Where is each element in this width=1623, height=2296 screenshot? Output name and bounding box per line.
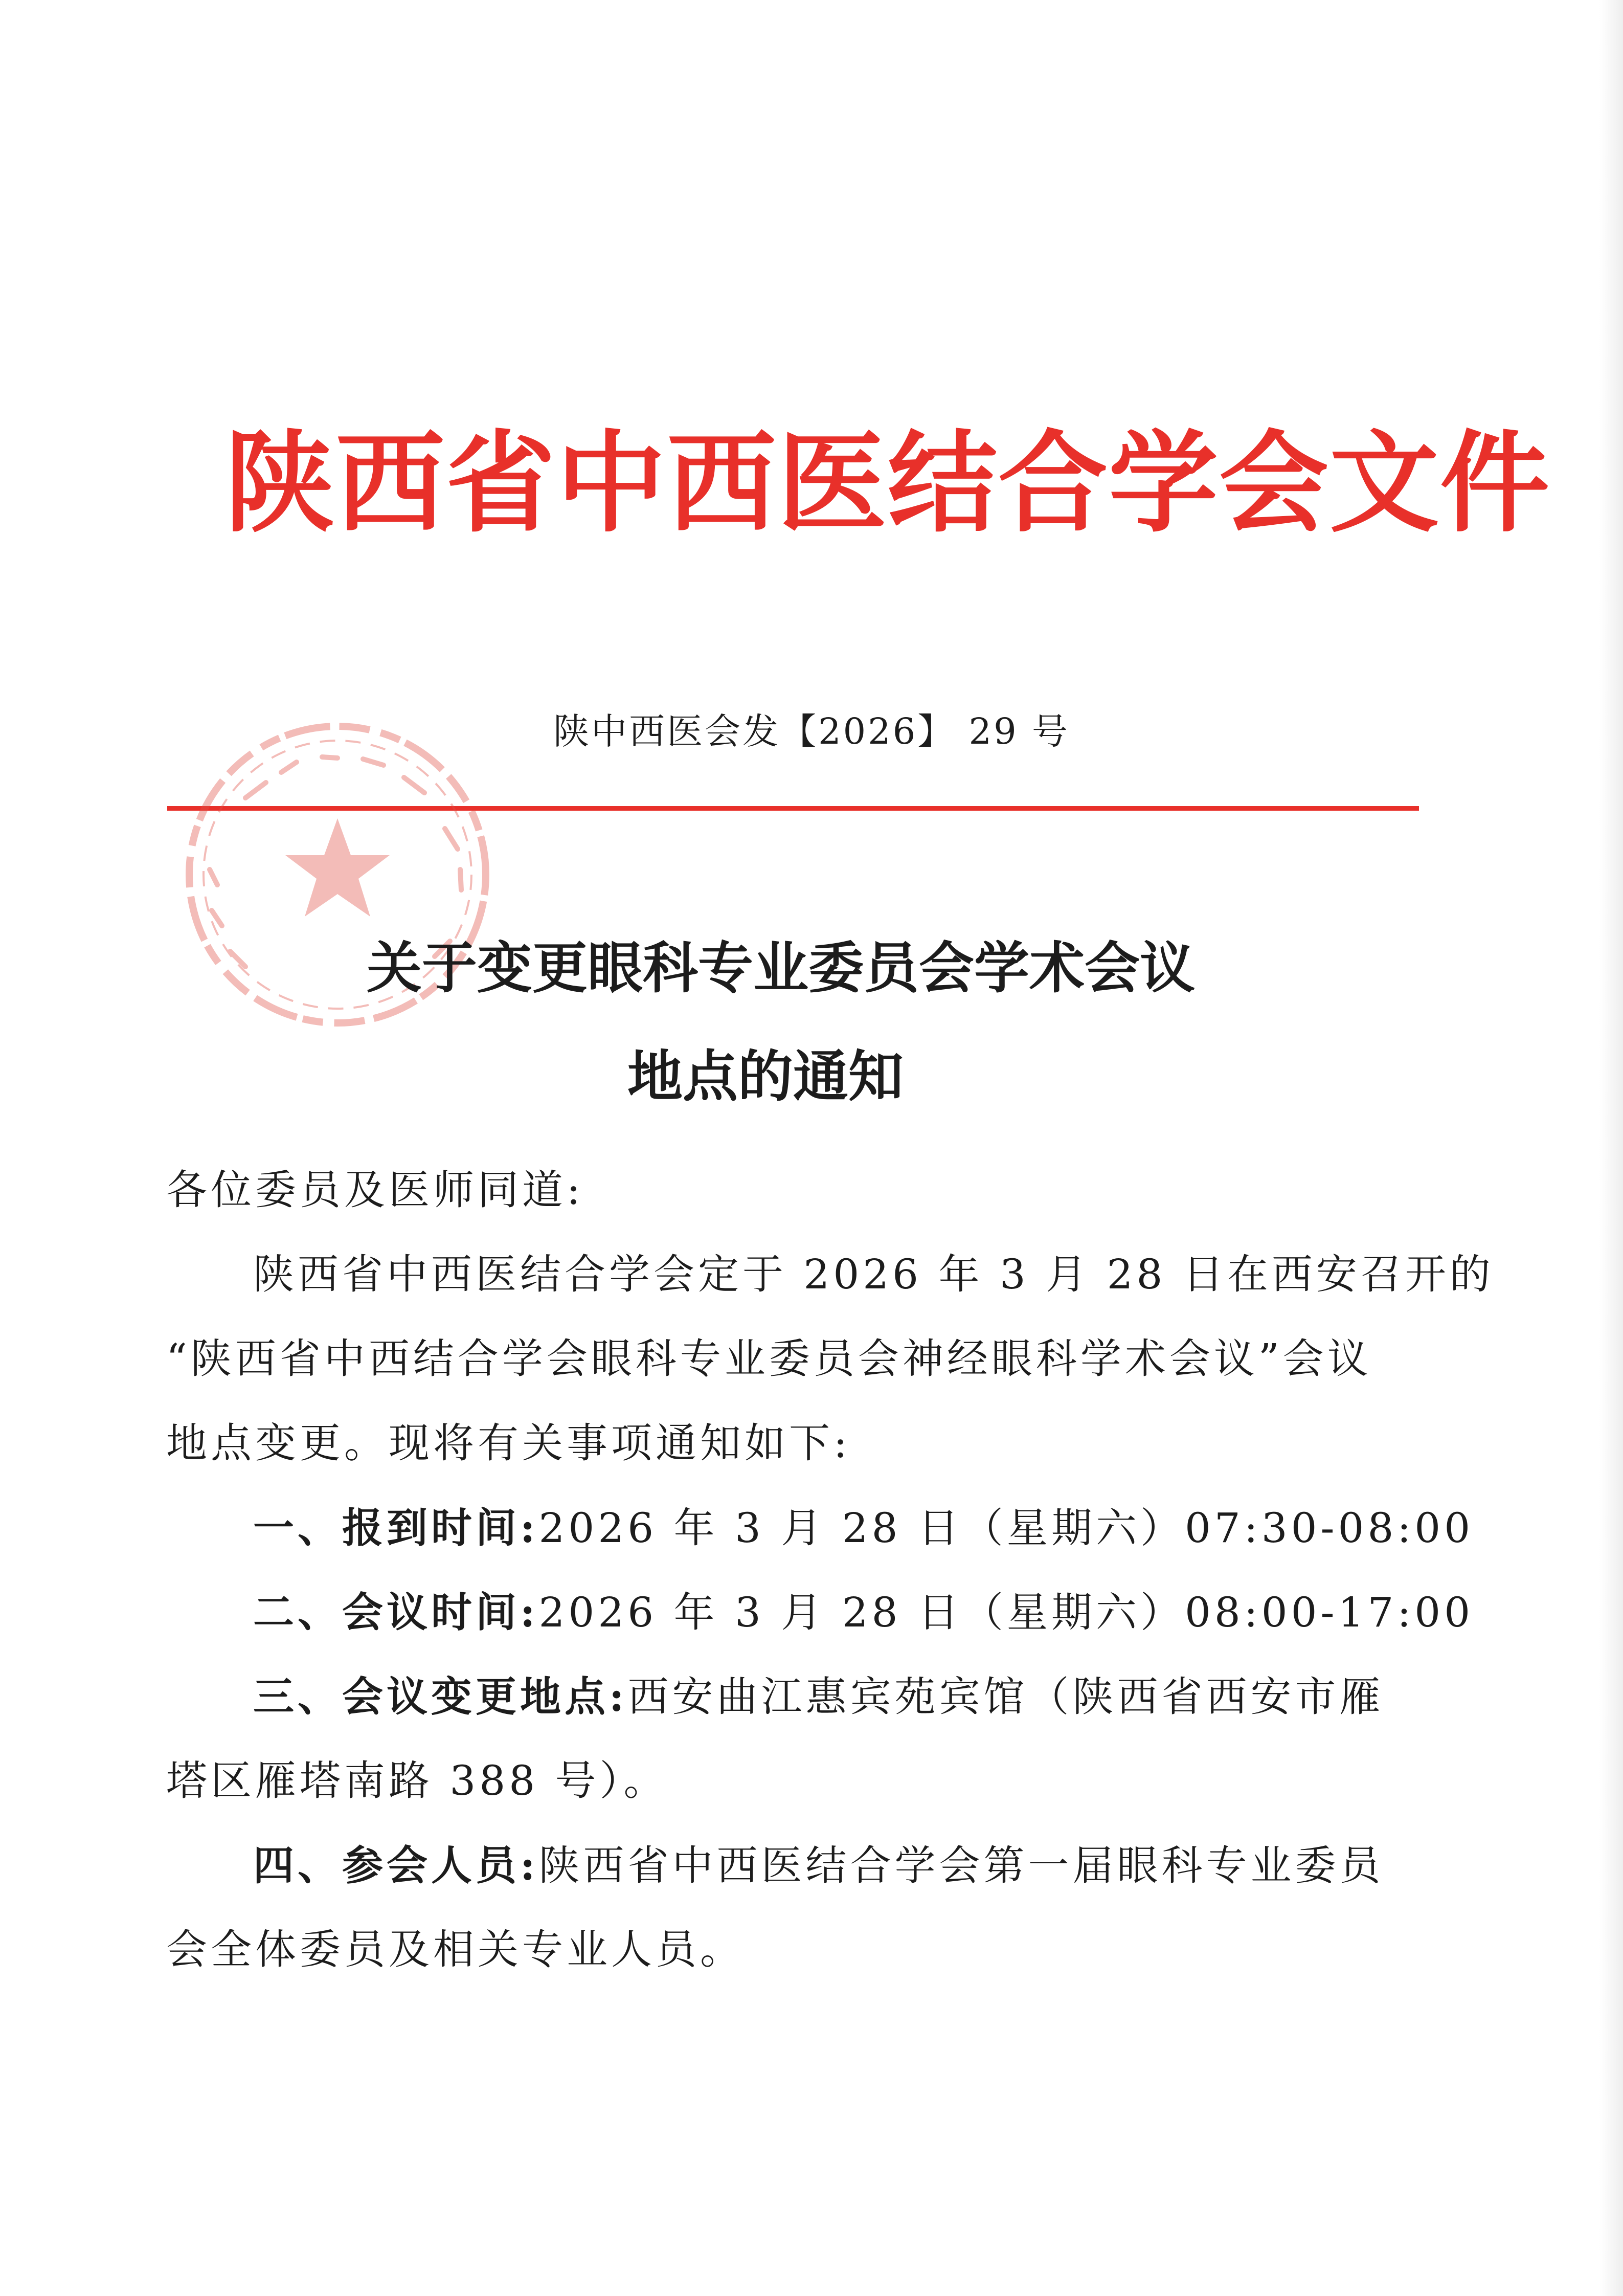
document-number: 陕中西医会发【2026】 29 号: [553, 710, 1070, 752]
item-label: 三、会议变更地点:: [253, 1673, 628, 1721]
item-meeting-time: [253, 1584, 1474, 1641]
notice-title-line-2: 地点的通知: [627, 1044, 904, 1109]
intro-line-1: 陕西省中西医结合学会定于 2026 年 3 月 28 日在西安召开的: [253, 1251, 1494, 1298]
item-attendees: [253, 1837, 1384, 1894]
item-label: 一、报到时间:: [253, 1504, 539, 1552]
item-label: 四、参会人员:: [253, 1841, 539, 1889]
intro-line-2: “陕西省中西结合学会眼科专业委员会神经眼科学术会议”会议: [166, 1335, 1372, 1383]
item-value: 2026 年 3 月 28 日（星期六）08:00-17:00: [538, 1589, 1474, 1636]
item-new-venue-continued: 塔区雁塔南路 388 号）。: [166, 1757, 668, 1804]
item-value: 西安曲江惠宾苑宾馆（陕西省西安市雁: [627, 1673, 1384, 1721]
item-value: 2026 年 3 月 28 日（星期六）07:30-08:00: [538, 1504, 1474, 1552]
item-attendees-continued: 会全体委员及相关专业人员。: [166, 1926, 745, 1973]
item-checkin-time: [253, 1500, 1474, 1556]
seal-star-icon: [285, 818, 390, 917]
item-label: 二、会议时间:: [253, 1588, 539, 1636]
salutation: 各位委员及医师同道:: [166, 1166, 584, 1214]
item-value: 陕西省中西医结合学会第一届眼科专业委员: [538, 1842, 1384, 1889]
intro-line-3: 地点变更。现将有关事项通知如下:: [166, 1419, 851, 1467]
issuer-red-header: 陕西省中西医结合学会文件: [225, 419, 1550, 547]
notice-title-line-1: 关于变更眼科专业委员会学术会议: [366, 936, 1195, 1000]
item-new-venue: [253, 1668, 1384, 1725]
page-edge-shadow: [1599, 0, 1623, 2296]
